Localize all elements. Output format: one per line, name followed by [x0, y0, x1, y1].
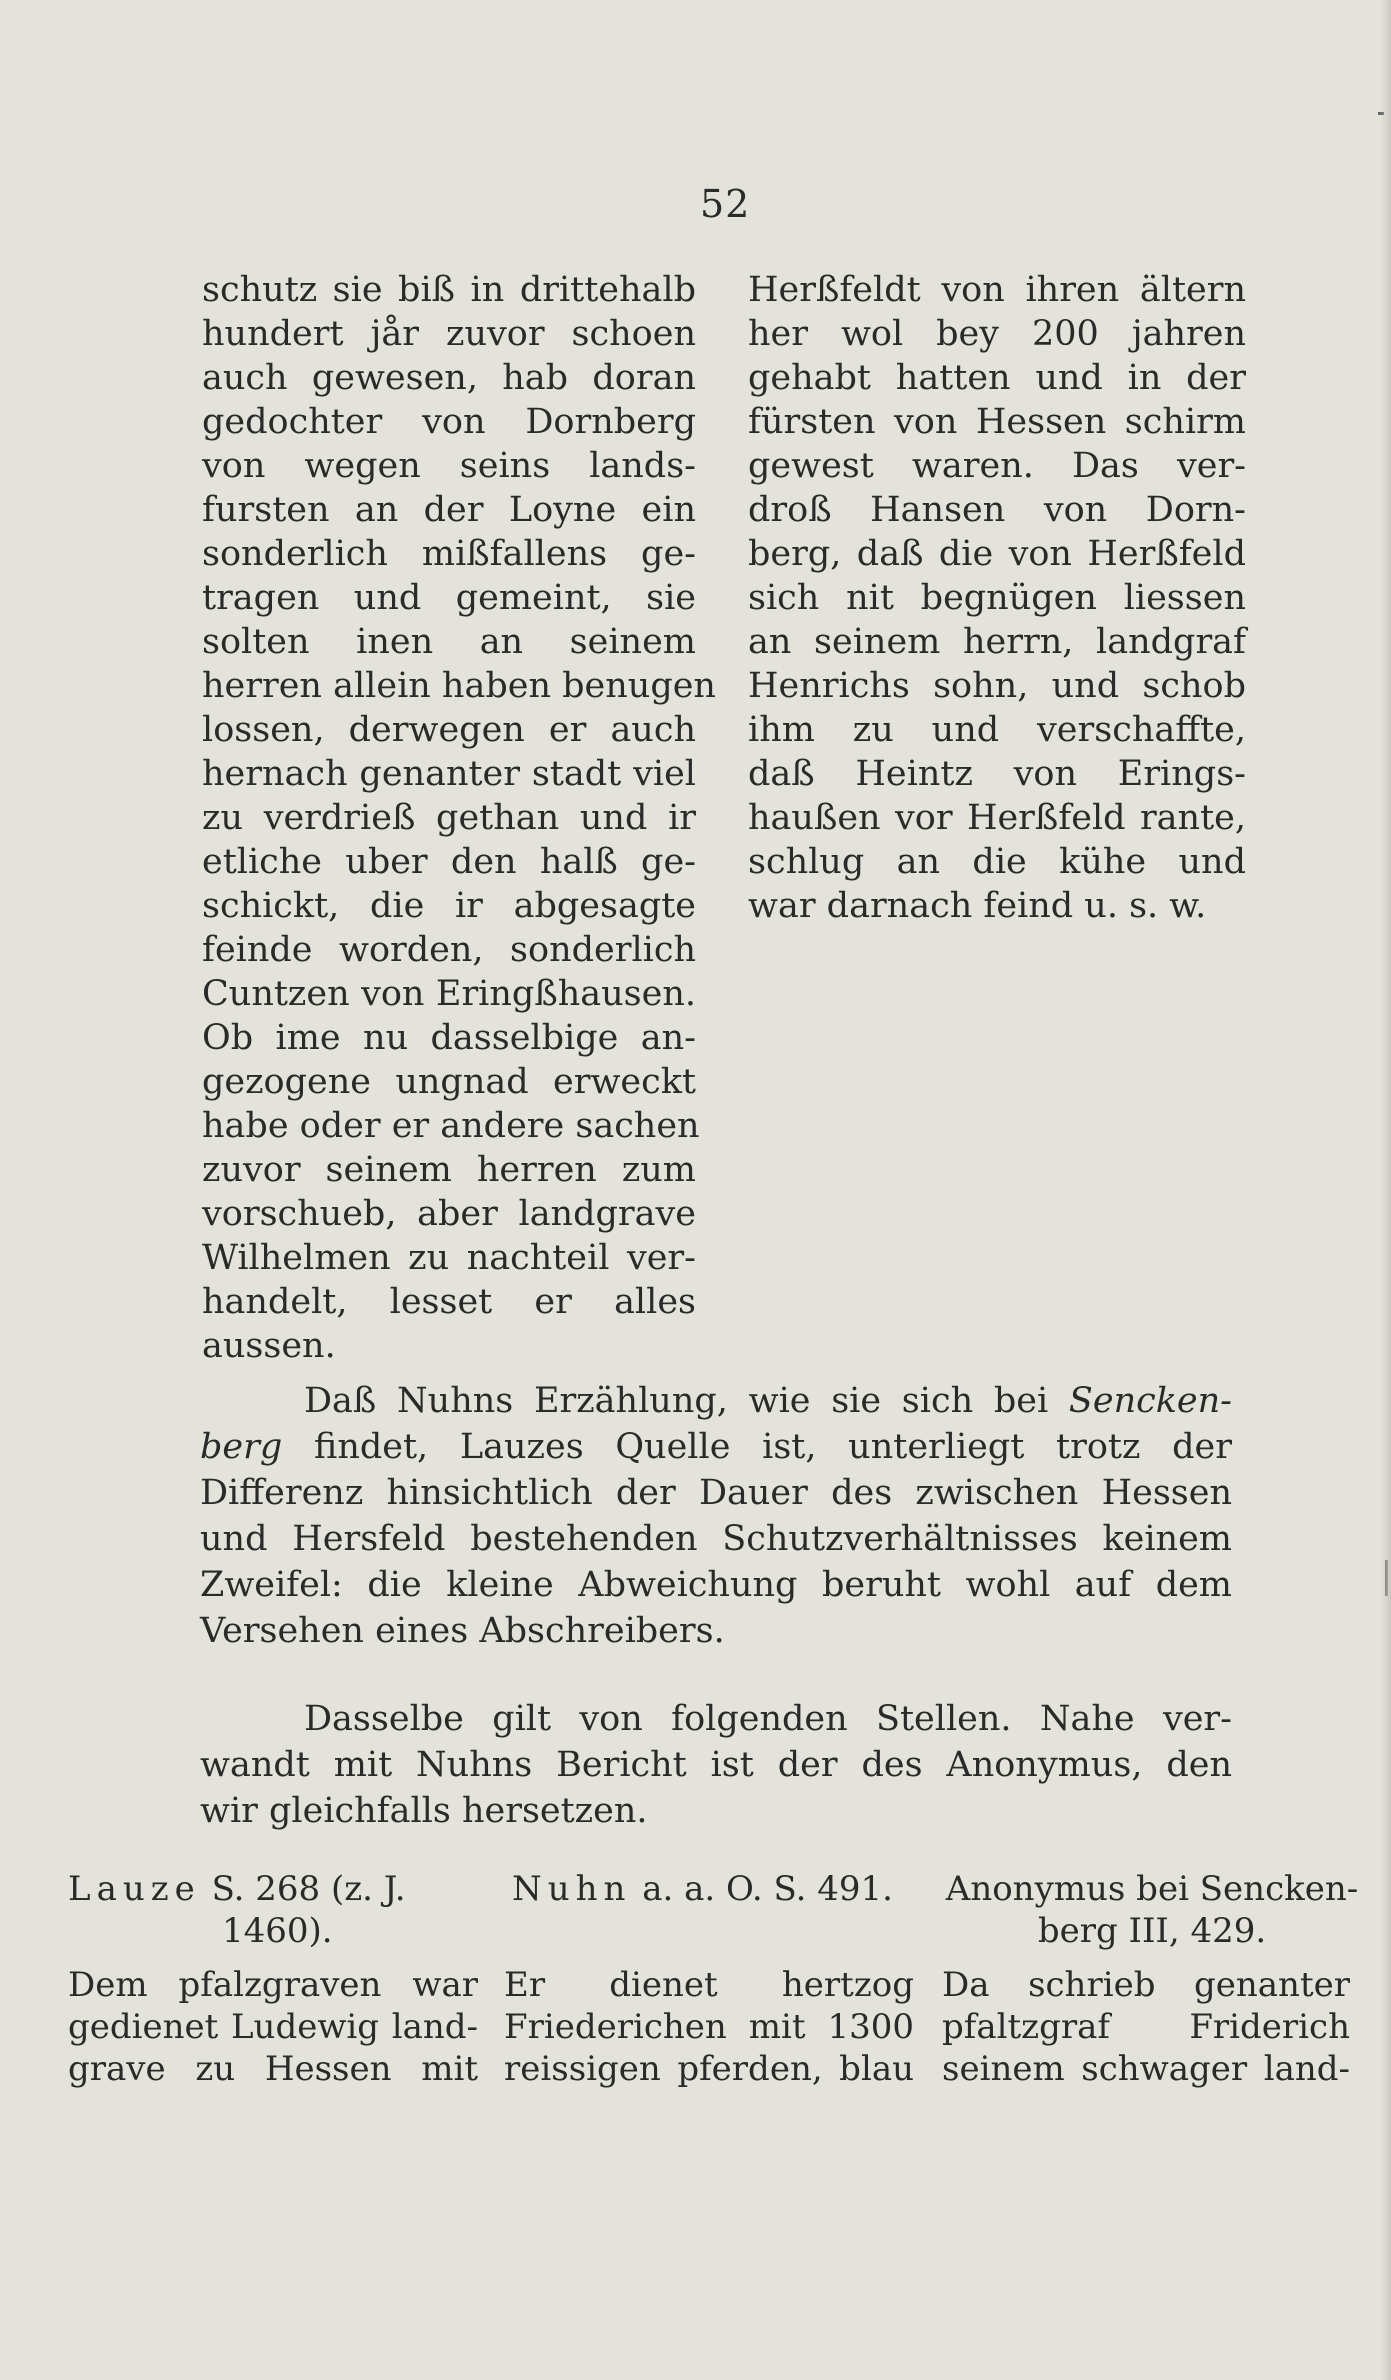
text-line: feinde worden, sonderlich: [202, 930, 696, 970]
text-line: reissigen pferden, blau: [504, 2049, 914, 2089]
text-line: haußen vor Herßfeld rante,: [748, 798, 1246, 838]
text-line: fursten an der Loyne ein: [202, 490, 696, 530]
text-line: gedienet Ludewig land-: [68, 2007, 478, 2047]
commentary-paragraph-2: [200, 1696, 1232, 1834]
commentary-paragraph-1: [200, 1378, 1232, 1654]
nuhn-text-column: [504, 1964, 914, 2090]
text-line: auch gewesen, hab doran: [202, 358, 696, 398]
text-line: gehabt hatten und in der: [748, 358, 1246, 398]
text-line: wandt mit Nuhns Bericht ist der des Anonymus, den: [200, 1745, 1232, 1785]
text-line: Dasselbe gilt von folgenden Stellen. Nahe ver-: [304, 1699, 1232, 1739]
text-line: Er dienet hertzog: [504, 1965, 914, 2005]
text-line: und Hersfeld bestehenden Schutzverhältnisses keinem: [200, 1519, 1232, 1559]
lauze-text-column: [68, 1964, 478, 2090]
text-line: etliche uber den halß ge-: [202, 842, 696, 882]
text-line: Friederichen mit 1300: [504, 2007, 914, 2047]
text-line: herren allein haben benugen: [202, 666, 716, 706]
text-segment: Daß Nuhns Erzählung, wie sie sich bei: [304, 1381, 1069, 1421]
text-line: sich nit begnügen liessen: [748, 578, 1246, 618]
text-line: hernach genanter stadt viel: [202, 754, 696, 794]
text-line: pfaltzgraf Friderich: [942, 2007, 1350, 2047]
text-line: aussen.: [202, 1326, 336, 1366]
text-line: schutz sie biß in drittehalb: [202, 270, 696, 310]
source-reference: a. a. O. S. 491.: [631, 1869, 893, 1909]
text-line: Differenz hinsichtlich der Dauer des zwischen Hessen: [200, 1473, 1232, 1513]
text-line: schickt, die ir abgesagte: [202, 886, 696, 926]
text-line: Ob ime nu dasselbige an-: [202, 1018, 696, 1058]
source-reference: S. 268 (z. J.: [200, 1869, 406, 1909]
italic-author-name: berg: [200, 1427, 283, 1467]
text-line: lossen, derwegen er auch: [202, 710, 696, 750]
text-line: Dem pfalzgraven war: [68, 1965, 478, 2005]
source-line: 1460).: [222, 1911, 333, 1951]
text-line: solten inen an seinem: [202, 622, 696, 662]
text-line: Zweifel: die kleine Abweichung beruht wohl auf dem: [200, 1565, 1232, 1605]
text-line: [200, 1424, 1232, 1470]
text-line: tragen und gemeint, sie: [202, 578, 696, 618]
source-heading-anonymus: [942, 1868, 1362, 1952]
text-line: Versehen eines Abschreibers.: [200, 1611, 725, 1651]
text-line: droß Hansen von Dorn-: [748, 490, 1246, 530]
anonymus-text-column: [942, 1964, 1350, 2090]
page-number: 52: [700, 182, 751, 226]
text-line: daß Heintz von Erings-: [748, 754, 1246, 794]
source-line: berg III, 429.: [1037, 1911, 1267, 1951]
text-line: schlug an die kühe und: [748, 842, 1246, 882]
text-line: [200, 1378, 1232, 1424]
text-line: ihm zu und verschaffte,: [748, 710, 1246, 750]
italic-author-name: Sencken-: [1068, 1381, 1232, 1421]
page-edge-shadow: [1381, 0, 1391, 2380]
text-line: wir gleichfalls hersetzen.: [200, 1791, 648, 1831]
source-author: Nuhn: [512, 1869, 632, 1909]
left-quote-column: [202, 268, 716, 1368]
text-line: Herßfeldt von ihren ältern: [748, 270, 1246, 310]
text-line: hundert jår zuvor schoen: [202, 314, 696, 354]
text-line: gewest waren. Das ver-: [748, 446, 1246, 486]
text-line: gedochter von Dornberg: [202, 402, 696, 442]
text-line: Da schrieb genanter: [942, 1965, 1350, 2005]
text-line: zu verdrieß gethan und ir: [202, 798, 696, 838]
source-author: Lauze: [68, 1869, 201, 1909]
text-line: vorschueb, aber landgrave: [202, 1194, 696, 1234]
text-line: Cuntzen von Eringßhausen.: [202, 974, 696, 1014]
source-line: [68, 1868, 488, 1910]
text-line: her wol bey 200 jahren: [748, 314, 1246, 354]
source-heading-nuhn: [512, 1868, 932, 1910]
source-heading-lauze: [68, 1868, 488, 1952]
text-line: seinem schwager land-: [942, 2049, 1350, 2089]
source-line: [512, 1868, 932, 1910]
text-line: grave zu Hessen mit: [68, 2049, 478, 2089]
text-line: Wilhelmen zu nachteil ver-: [202, 1238, 696, 1278]
right-quote-column: [748, 268, 1246, 928]
text-line: an seinem herrn, landgraf: [748, 622, 1246, 662]
text-line: gezogene ungnad erweckt: [202, 1062, 696, 1102]
text-line: habe oder er andere sachen: [202, 1106, 700, 1146]
text-segment: findet, Lauzes Quelle ist, unterliegt trotz der: [282, 1427, 1232, 1467]
text-line: berg, daß die von Herßfeld: [748, 534, 1246, 574]
source-line: Anonymus bei Sencken-: [945, 1869, 1359, 1909]
text-line: Henrichs sohn, und schob: [748, 666, 1246, 706]
text-line: von wegen seins lands-: [202, 446, 696, 486]
text-line: war darnach feind u. s. w.: [748, 886, 1207, 926]
text-line: handelt, lesset er alles: [202, 1282, 696, 1322]
text-line: fürsten von Hessen schirm: [748, 402, 1246, 442]
text-line: sonderlich mißfallens ge-: [202, 534, 696, 574]
text-line: zuvor seinem herren zum: [202, 1150, 696, 1190]
